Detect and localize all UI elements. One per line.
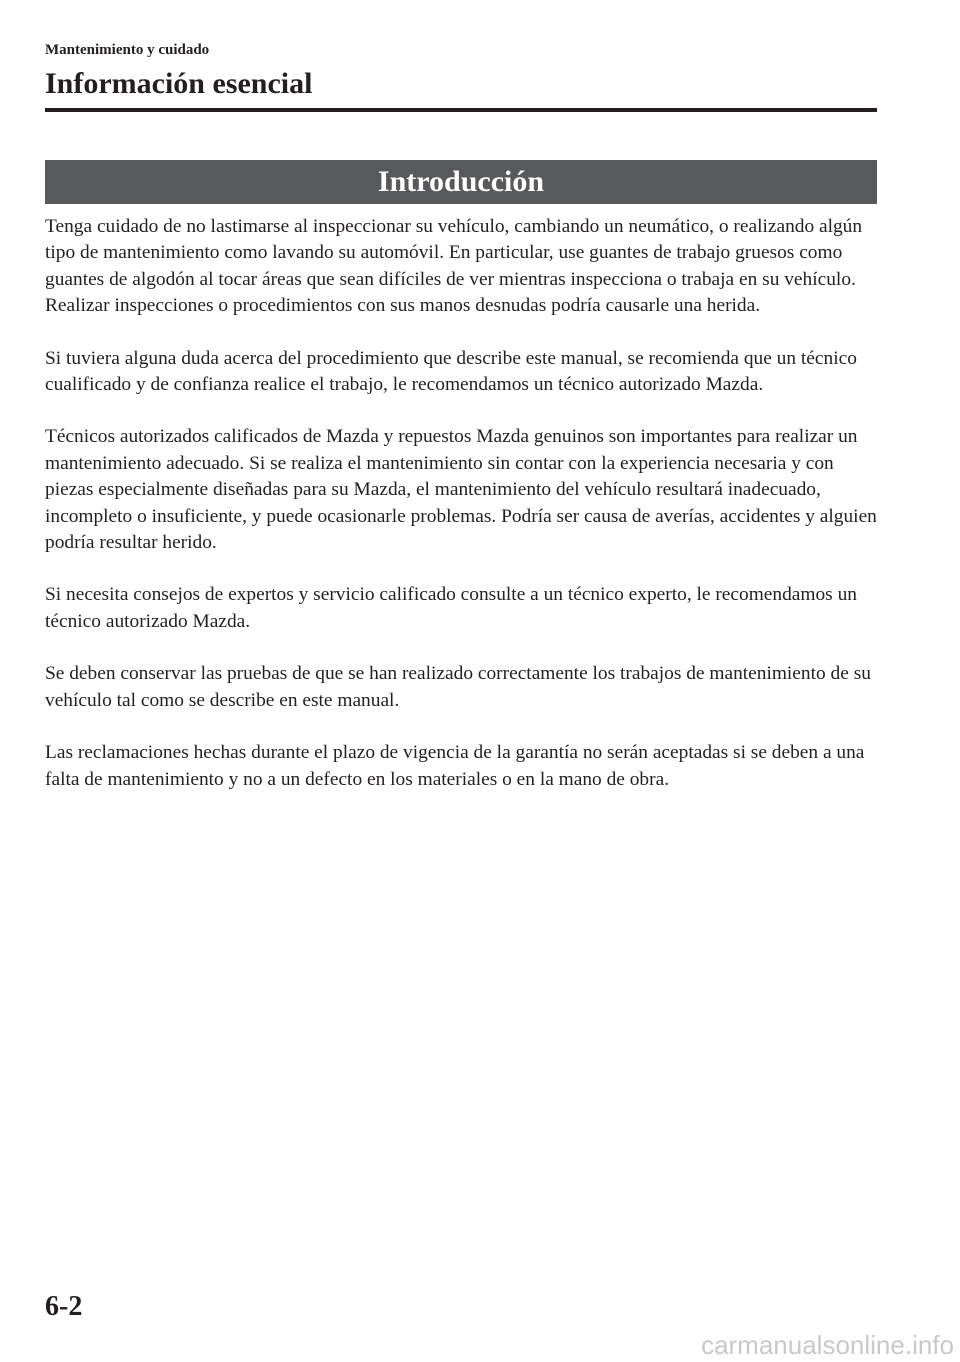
chapter-label: Mantenimiento y cuidado [45,42,210,58]
paragraph-5: Se deben conservar las pruebas de que se han realizado correctamente los trabajos de mantenimiento de su vehículo tal como se describe en este manual. [45,663,871,711]
topic-banner: Introducción [45,160,877,204]
paragraph-6: Las reclamaciones hechas durante el plazo de vigencia de la garantía no serán aceptadas si se deben a una falta de mantenimiento y no a un defecto en los materiales o en la mano de obra. [45,742,865,790]
paragraph-1: Tenga cuidado de no lastimarse al inspeccionar su vehículo, cambiando un neumático, o realizando algún tipo de mantenimiento como lavando su automóvil. En particular, use guantes de trabajo gruesos como guantes de algodón al tocar áreas que sean difíciles de ver mientras inspecciona o trabaja en su vehículo. Realizar inspecciones o procedimientos con sus manos desnudas podría causarle una herida. [45,216,863,317]
page-header [45,40,877,104]
header-divider [45,108,877,112]
paragraph-4: Si necesita consejos de expertos y servicio calificado consulte a un técnico experto, le recomendamos un técnico autorizado Mazda. [45,584,857,632]
page-number: 6-2 [45,1291,83,1322]
paragraph-2: Si tuviera alguna duda acerca del procedimiento que describe este manual, se recomienda que un técnico cualificado y de confianza realice el trabajo, le recomendamos un técnico autorizado Mazda. [45,347,857,396]
body-text [45,214,877,819]
section-title: Información esencial [45,67,313,100]
site-watermark: carmanualsonline.info [701,1330,954,1360]
paragraph-3: Técnicos autorizados calificados de Mazda y repuestos Mazda genuinos son importantes para realizar un mantenimiento adecuado. Si se realiza el mantenimiento sin contar con la experiencia necesaria y con piezas especialmente diseñadas para su Mazda, el mantenimiento del vehículo resultará inadecuado, incompleto o insuficiente, y puede ocasionarle problemas. Podría ser causa de averías, accidentes y alguien podría resultar herido. [45,426,877,554]
